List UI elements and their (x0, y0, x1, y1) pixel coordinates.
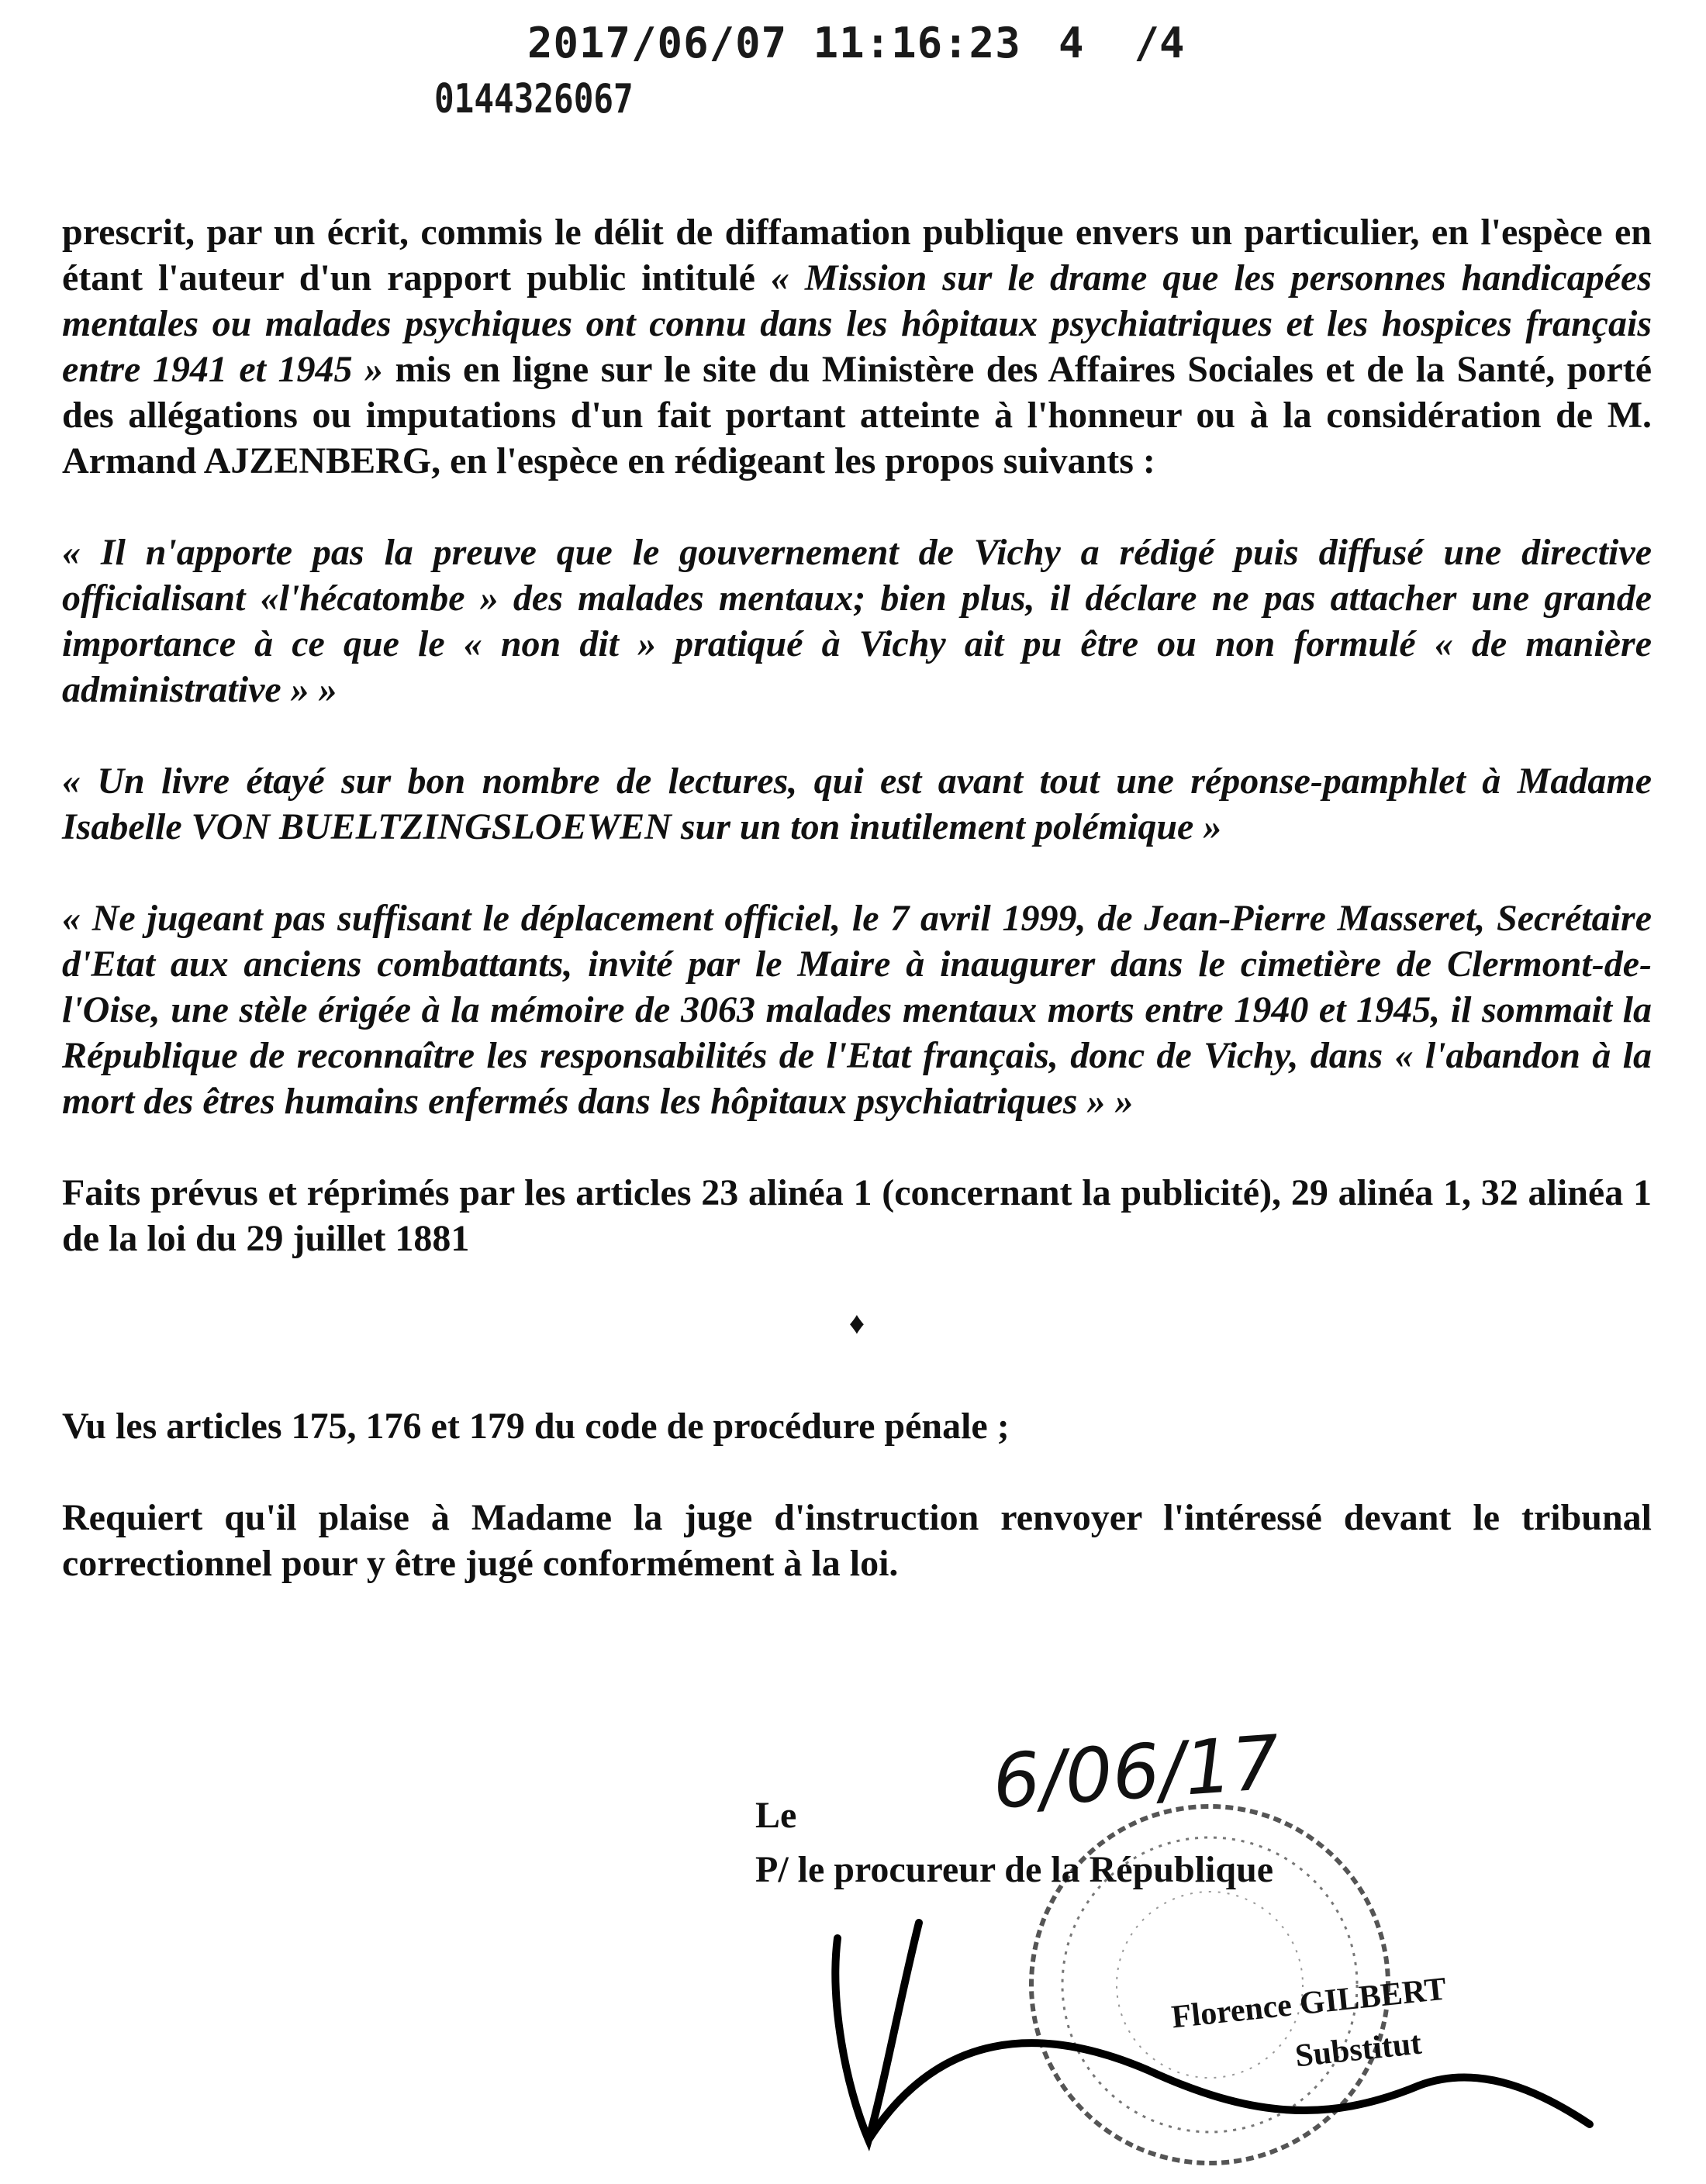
separator-diamond: ♦ (848, 1306, 865, 1340)
fax-timestamp: 2017/06/07 11:16:23 (527, 19, 1021, 67)
report-title: « Mission sur le drame que les personnes handicapées mentales ou malades psychiques ont connu dans les hôpitaux psychiatriques et les hospices français entre 1941 et 1945 » (62, 257, 1652, 390)
fax-header (0, 0, 1706, 140)
document-body (62, 209, 1652, 1586)
vu-articles: Vu les articles 175, 176 et 179 du code de procédure pénale ; (62, 1406, 1010, 1447)
signatory-title: Substitut (1293, 2025, 1424, 2075)
quote-2: « Un livre étayé sur bon nombre de lectures, qui est avant tout une réponse-pamphlet à Madame Isabelle VON BUELTZINGSLOEWEN sur un ton inutilement polémique » (62, 761, 1652, 847)
quote-1: « Il n'apporte pas la preuve que le gouvernement de Vichy a rédigé puis diffusé une directive officialisant «l'hécatombe » des malades mentaux; bien plus, il déclare ne pas attacher une grande importance à ce que le « non dit » pratiqué à Vichy ait pu être ou non formulé « de manière administrative » » (62, 532, 1652, 710)
signature-block (737, 1719, 1605, 2179)
signatory-name: Florence GILBERT (1169, 1971, 1449, 2036)
quote-3: « Ne jugeant pas suffisant le déplacement officiel, le 7 avril 1999, de Jean-Pierre Masseret, Secrétaire d'Etat aux anciens combattants, invité par le Maire à inaugurer dans le cimetière de Clermont-de-l'Oise, une stèle érigée à la mémoire de 3063 malades mentaux morts entre 1940 et 1945, il sommait la République de reconnaître les responsabilités de l'Etat français, donc de Vichy, dans « l'abandon à la mort des êtres humains enfermés dans les hôpitaux psychiatriques » » (62, 898, 1652, 1122)
articles-reference: Faits prévus et réprimés par les articles 23 alinéa 1 (concernant la publicité), 29 alinéa 1, 32 alinéa 1 de la loi du 29 juillet 1881 (62, 1172, 1652, 1259)
charge-text-rest: mis en ligne sur le site du Ministère des Affaires Sociales et de la Santé, porté des allégations ou imputations d'un fait portant atteinte à l'honneur ou à la considération de M. Armand AJZENBERG, en l'espèce en rédigeant les propos suivants : (62, 349, 1652, 481)
charge-text: prescrit, par un écrit, commis le délit de diffamation publique envers un particulier, en l'espèce en étant l'auteur d'un rapport public intitulé (62, 212, 1652, 298)
signature-role: P/ le procureur de la République (755, 1849, 1274, 1890)
paragraph-charge (62, 209, 1652, 484)
handwritten-date: 6/06/17 (989, 1719, 1283, 1826)
signature-le: Le (755, 1795, 797, 1836)
fax-page-count: 4 /4 (1058, 19, 1185, 67)
fax-number: 0144326067 (434, 76, 634, 122)
requiert-paragraph: Requiert qu'il plaise à Madame la juge d'instruction renvoyer l'intéressé devant le tribunal correctionnel pour y être jugé conformément à la loi. (62, 1497, 1652, 1584)
